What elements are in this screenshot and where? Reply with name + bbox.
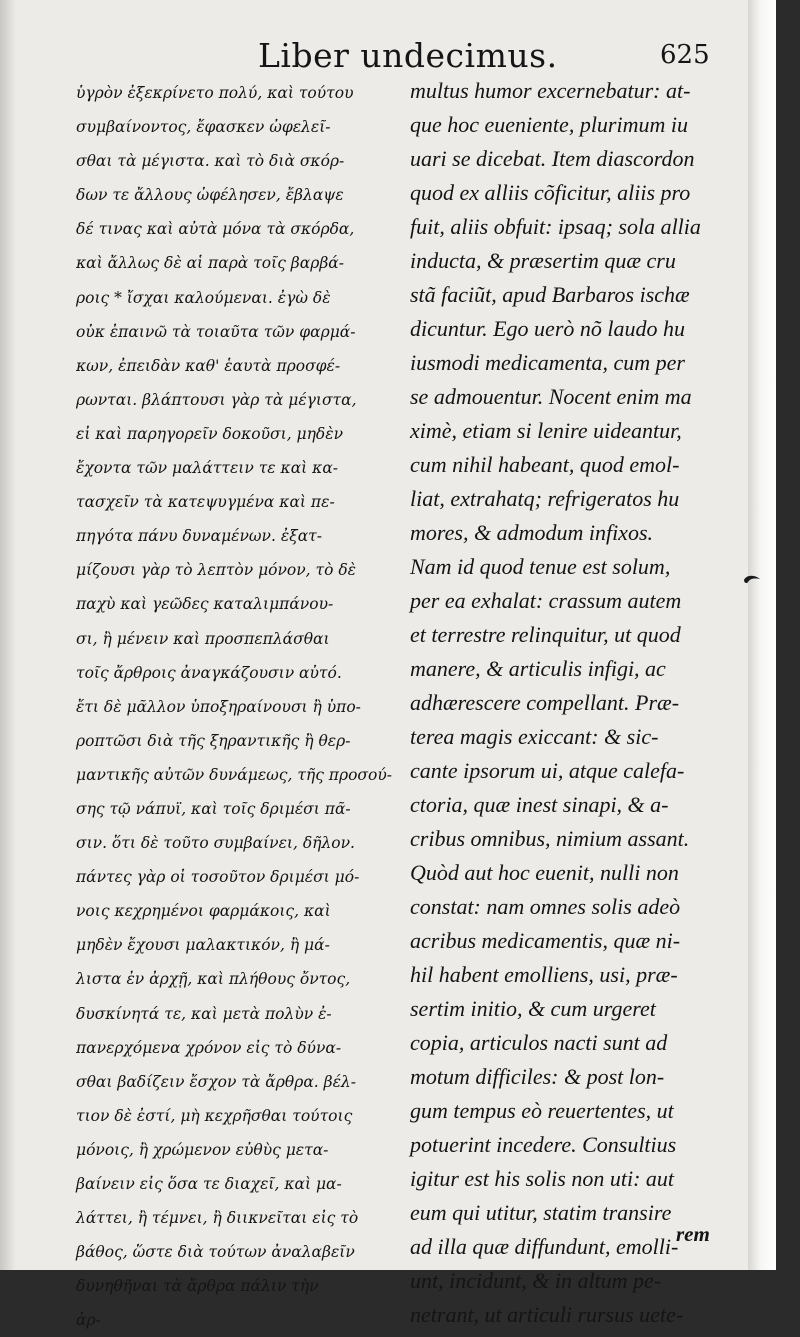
greek-text-line: τοῖς ἄρθροις ἀναγκάζουσιν αὐτό. [76, 663, 342, 682]
latin-text-line: multus humor excernebatur: at- [410, 78, 691, 103]
latin-text-line: acribus medicamentis, quæ ni- [410, 928, 681, 953]
latin-text-line: ctoria, quæ inest sinapi, & a- [410, 792, 669, 817]
latin-text-line: motum difficiles: & post lon- [410, 1064, 665, 1089]
greek-text-line: μηδὲν ἔχουσι μαλακτικόν, ἢ μά- [76, 936, 330, 955]
greek-text-line: κων, ἐπειδὰν καθ' ἑαυτὰ προσφέ- [76, 356, 341, 375]
greek-text-line: βαίνειν εἰς ὅσα τε διαχεῖ, καὶ μα- [76, 1175, 342, 1193]
latin-text-line: fuit, aliis obfuit: ipsaq; sola allia [410, 214, 701, 239]
greek-text-line: σι, ἢ μένειν καὶ προσπεπλάσθαι [76, 629, 330, 648]
greek-text-line: σθαι τὰ μέγιστα. καὶ τὸ διὰ σκόρ- [76, 152, 345, 171]
greek-text-line: ἔχοντα τῶν μαλάττειν τε καὶ κα- [76, 459, 339, 478]
latin-text-line: se admouentur. Nocent enim ma [410, 384, 692, 409]
greek-text-line: πηγότα πάνυ δυναμένων. ἐξατ- [76, 527, 322, 546]
greek-text-line: μίζουσι γὰρ τὸ λεπτὸν μόνον, τὸ δὲ [76, 561, 356, 580]
latin-text-line: sertim initio, & cum urgeret [410, 996, 656, 1021]
latin-text-line: copia, articulos nacti sunt ad [410, 1030, 668, 1055]
latin-text-line: manere, & articulis infigi, ac [410, 656, 666, 681]
latin-text-line: netrant, ut articuli rursus uete- [410, 1302, 684, 1327]
greek-text-line: πανερχόμενα χρόνον εἰς τὸ δύνα- [76, 1038, 342, 1057]
latin-text-line: igitur est his solis non uti: aut [410, 1166, 675, 1191]
latin-text-line: Quòd aut hoc euenit, nulli non [410, 860, 679, 885]
latin-text-line: constat: nam omnes solis adeò [410, 894, 681, 919]
binding-shadow [0, 0, 16, 1270]
greek-text-line: δυνηθῆναι τὰ ἄρθρα πάλιν τὴν [76, 1277, 319, 1296]
latin-text-line: eum qui utitur, statim transire [410, 1200, 672, 1225]
latin-text-line: quod ex alliis cõficitur, aliis pro [410, 180, 691, 205]
latin-text-line: unt, incidunt, & in altum pe- [410, 1268, 662, 1293]
greek-text-line: πάντες γὰρ οἱ τοσοῦτον δριμέσι μό- [76, 868, 360, 887]
latin-text-line: adhærescere compellant. Præ- [410, 690, 680, 715]
latin-text-line: hil habent emolliens, usi, præ- [410, 962, 678, 987]
latin-text-line: et terrestre relinquitur, ut quod [410, 622, 681, 647]
latin-text-line: cum nihil habeant, quod emol- [410, 452, 680, 477]
greek-text-line: ἔτι δὲ μᾶλλον ὑποξηραίνουσι ἢ ὑπο- [76, 697, 361, 716]
running-title: Liber undecimus. [258, 36, 558, 75]
ink-blot-icon [742, 574, 762, 586]
greek-text-line: καὶ ἄλλως δὲ αἱ παρὰ τοῖς βαρβά- [76, 254, 345, 273]
greek-text-line: ὑγρὸν ἐξεκρίνετο πολύ, καὶ τούτου [76, 84, 354, 102]
greek-text-line: εἰ καὶ παρηγορεῖν δοκοῦσι, μηδὲν [76, 424, 343, 443]
greek-text-line: δων τε ἄλλους ὠφέλησεν, ἔβλαψε [76, 186, 344, 205]
latin-text-line: inducta, & præsertim quæ cru [410, 248, 676, 273]
greek-text-line: τιον δὲ ἐστί, μὴ κεχρῆσθαι τούτοις [76, 1106, 353, 1125]
greek-text-line: ροις * ἴσχαι καλούμεναι. ἐγὼ δὲ [76, 288, 331, 307]
latin-text-line: iusmodi medicamenta, cum per [410, 350, 685, 375]
latin-text-line: terea magis exiccant: & sic- [410, 724, 659, 749]
greek-text-line: δυσκίνητά τε, καὶ μετὰ πολὺν ἐ- [76, 1004, 332, 1023]
greek-text-line: μαντικῆς αὐτῶν δυνάμεως, τῆς προσού- [76, 765, 393, 784]
greek-text-line: οὐκ ἐπαινῶ τὰ τοιαῦτα τῶν φαρμά- [76, 322, 356, 341]
latin-text-line: gum tempus eò reuertentes, ut [410, 1098, 674, 1123]
greek-text-line: σης τῷ νάπυϊ, καὶ τοῖς δριμέσι πᾶ- [76, 799, 351, 818]
latin-text-line: dicuntur. Ego uerò nõ laudo hu [410, 316, 685, 341]
latin-text-column [410, 74, 718, 1332]
page-edge [748, 0, 776, 1270]
greek-text-column [76, 76, 398, 1337]
latin-text-line: uari se dicebat. Item diascordon [410, 146, 695, 171]
latin-text-line: Nam id quod tenue est solum, [410, 554, 671, 579]
latin-text-line: cante ipsorum ui, atque calefa- [410, 758, 685, 783]
greek-text-line: ρωνται. βλάπτουσι γὰρ τὰ μέγιστα, [76, 390, 357, 409]
greek-text-line: σιν. ὅτι δὲ τοῦτο συμβαίνει, δῆλον. [76, 834, 355, 853]
latin-text-line: mores, & admodum infixos. [410, 520, 654, 545]
latin-text-line: potuerint incedere. Consultius [410, 1132, 677, 1157]
latin-text-line: liat, extrahatq; refrigeratos hu [410, 486, 680, 511]
greek-text-line: τασχεῖν τὰ κατεψυγμένα καὶ πε- [76, 493, 335, 512]
catchword: rem [676, 1222, 710, 1246]
latin-text-line: ximè, etiam si lenire uideantur, [410, 418, 682, 443]
greek-text-line: μόνοις, ἢ χρώμενον εὐθὺς μετα- [76, 1140, 329, 1159]
latin-text-line: ad illa quæ diffundunt, emolli- [410, 1234, 679, 1259]
greek-text-line: παχὺ καὶ γεῶδες καταλιμπάνου- [76, 595, 334, 614]
latin-text-line: cribus omnibus, nimium assant. [410, 826, 690, 851]
greek-text-line: συμβαίνοντος, ἔφασκεν ὠφελεῖ- [76, 118, 331, 137]
latin-text-line: stã faciũt, apud Barbaros ischæ [410, 282, 690, 307]
greek-text-line: νοις κεχρημένοι φαρμάκοις, καὶ [76, 902, 331, 921]
greek-text-line: λάττει, ἢ τέμνει, ἢ διικνεῖται εἰς τὸ [76, 1209, 359, 1228]
greek-text-line: σθαι βαδίζειν ἔσχον τὰ ἄρθρα. βέλ- [76, 1072, 356, 1091]
latin-text-line: que hoc eueniente, plurimum iu [410, 112, 688, 137]
greek-text-line: ροπτῶσι διὰ τῆς ξηραντικῆς ἢ θερ- [76, 731, 351, 750]
greek-text-line: λιστα ἐν ἀρχῇ, καὶ πλήθους ὄντος, [76, 970, 351, 989]
greek-text-line: ἀρ- [76, 1311, 101, 1330]
greek-text-line: βάθος, ὥστε διὰ τούτων ἀναλαβεῖν [76, 1243, 355, 1262]
latin-text-line: per ea exhalat: crassum autem [410, 588, 682, 613]
greek-text-line: δέ τινας καὶ αὐτὰ μόνα τὰ σκόρδα, [76, 220, 355, 239]
page-number: 625 [660, 40, 710, 70]
